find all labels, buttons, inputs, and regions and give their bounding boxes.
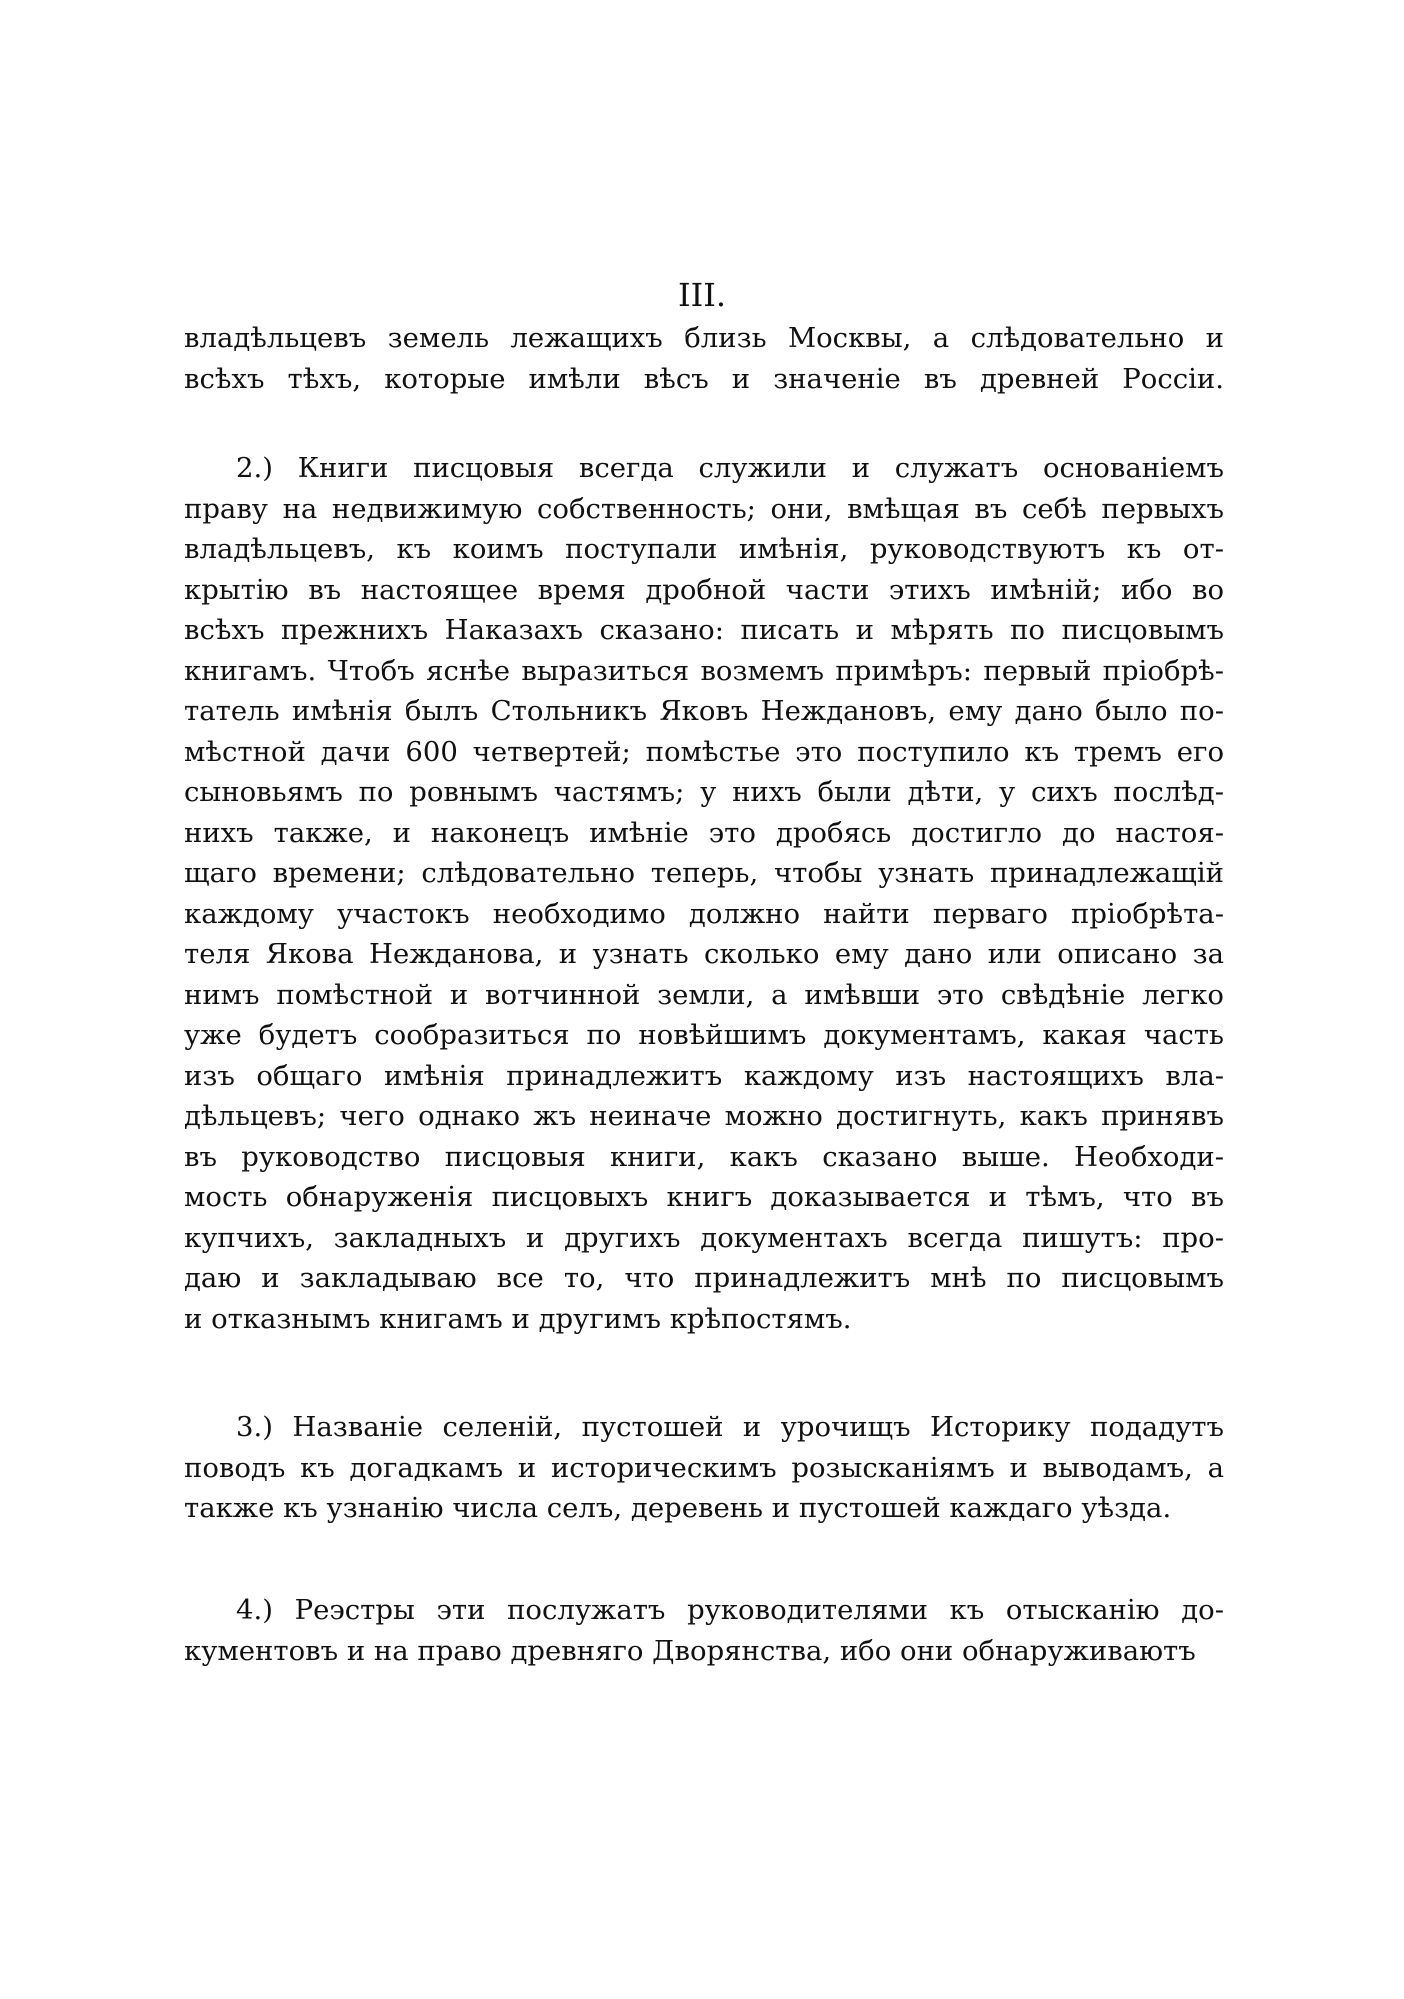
text-line: нимъ помѣстной и вотчинной земли, а имѣвши это свѣдѣніе легко xyxy=(184,979,1224,1011)
text-line: также къ узнанію числа селъ, деревень и пустошей каждаго уѣзда. xyxy=(184,1492,1172,1524)
text-line: щаго времени; слѣдовательно теперь, чтобы узнать принадлежащій xyxy=(184,857,1224,889)
text-line: 4.) Реэстры эти послужатъ руководителями къ отысканію до- xyxy=(236,1594,1224,1626)
text-line: въ руководство писцовыя книги, какъ сказано выше. Необходи- xyxy=(184,1141,1224,1173)
text-line: нихъ также, и наконецъ имѣніе это дробясь достигло до настоя- xyxy=(184,817,1224,849)
text-line: поводъ къ догадкамъ и историческимъ розысканіямъ и выводамъ, а xyxy=(184,1452,1224,1484)
text-line: татель имѣнія былъ Стольникъ Яковъ Неждановъ, ему дано было по- xyxy=(184,695,1224,727)
text-line: владѣльцевъ земель лежащихъ близь Москвы, а слѣдовательно и xyxy=(184,322,1224,354)
text-line: каждому участокъ необходимо должно найти перваго пріобрѣта- xyxy=(184,898,1224,930)
text-line: изъ общаго имѣнія принадлежитъ каждому изъ настоящихъ вла- xyxy=(184,1060,1224,1092)
text-line: 3.) Названіе селеній, пустошей и урочищъ Историку подадутъ xyxy=(236,1411,1224,1443)
text-line: мость обнаруженія писцовыхъ книгъ доказывается и тѣмъ, что въ xyxy=(184,1181,1224,1213)
text-line: дѣльцевъ; чего однако жъ неиначе можно достигнуть, какъ принявъ xyxy=(184,1100,1224,1132)
text-line: крытію въ настоящее время дробной части этихъ имѣній; ибо во xyxy=(184,574,1224,606)
text-line: сыновьямъ по ровнымъ частямъ; у нихъ были дѣти, у сихъ послѣд- xyxy=(184,776,1224,808)
text-line: купчихъ, закладныхъ и другихъ документахъ всегда пишутъ: про- xyxy=(184,1222,1224,1254)
text-line: книгамъ. Чтобъ яснѣе выразиться возмемъ примѣръ: первый пріобрѣ- xyxy=(184,655,1224,687)
text-line: даю и закладываю все то, что принадлежитъ мнѣ по писцовымъ xyxy=(184,1262,1224,1294)
page-number: III. xyxy=(677,276,727,314)
text-line: владѣльцевъ, къ коимъ поступали имѣнія, руководствуютъ къ от- xyxy=(184,533,1224,565)
text-line: кументовъ и на право древняго Дворянства, ибо они обнаруживаютъ xyxy=(184,1635,1196,1667)
text-line: 2.) Книги писцовыя всегда служили и служатъ основаніемъ xyxy=(236,452,1224,484)
text-line: мѣстной дачи 600 четвертей; помѣстье это поступило къ тремъ его xyxy=(184,736,1224,768)
text-line: уже будетъ сообразиться по новѣйшимъ документамъ, какая часть xyxy=(184,1019,1224,1051)
text-line: всѣхъ прежнихъ Наказахъ сказано: писать и мѣрять по писцовымъ xyxy=(184,614,1224,646)
text-line: всѣхъ тѣхъ, которые имѣли вѣсъ и значеніе въ древней Россіи. xyxy=(184,363,1224,395)
text-line: праву на недвижимую собственность; они, вмѣщая въ себѣ первыхъ xyxy=(184,493,1224,525)
text-line: и отказнымъ книгамъ и другимъ крѣпостямъ. xyxy=(184,1303,852,1335)
text-line: теля Якова Нежданова, и узнать сколько ему дано или описано за xyxy=(184,938,1224,970)
